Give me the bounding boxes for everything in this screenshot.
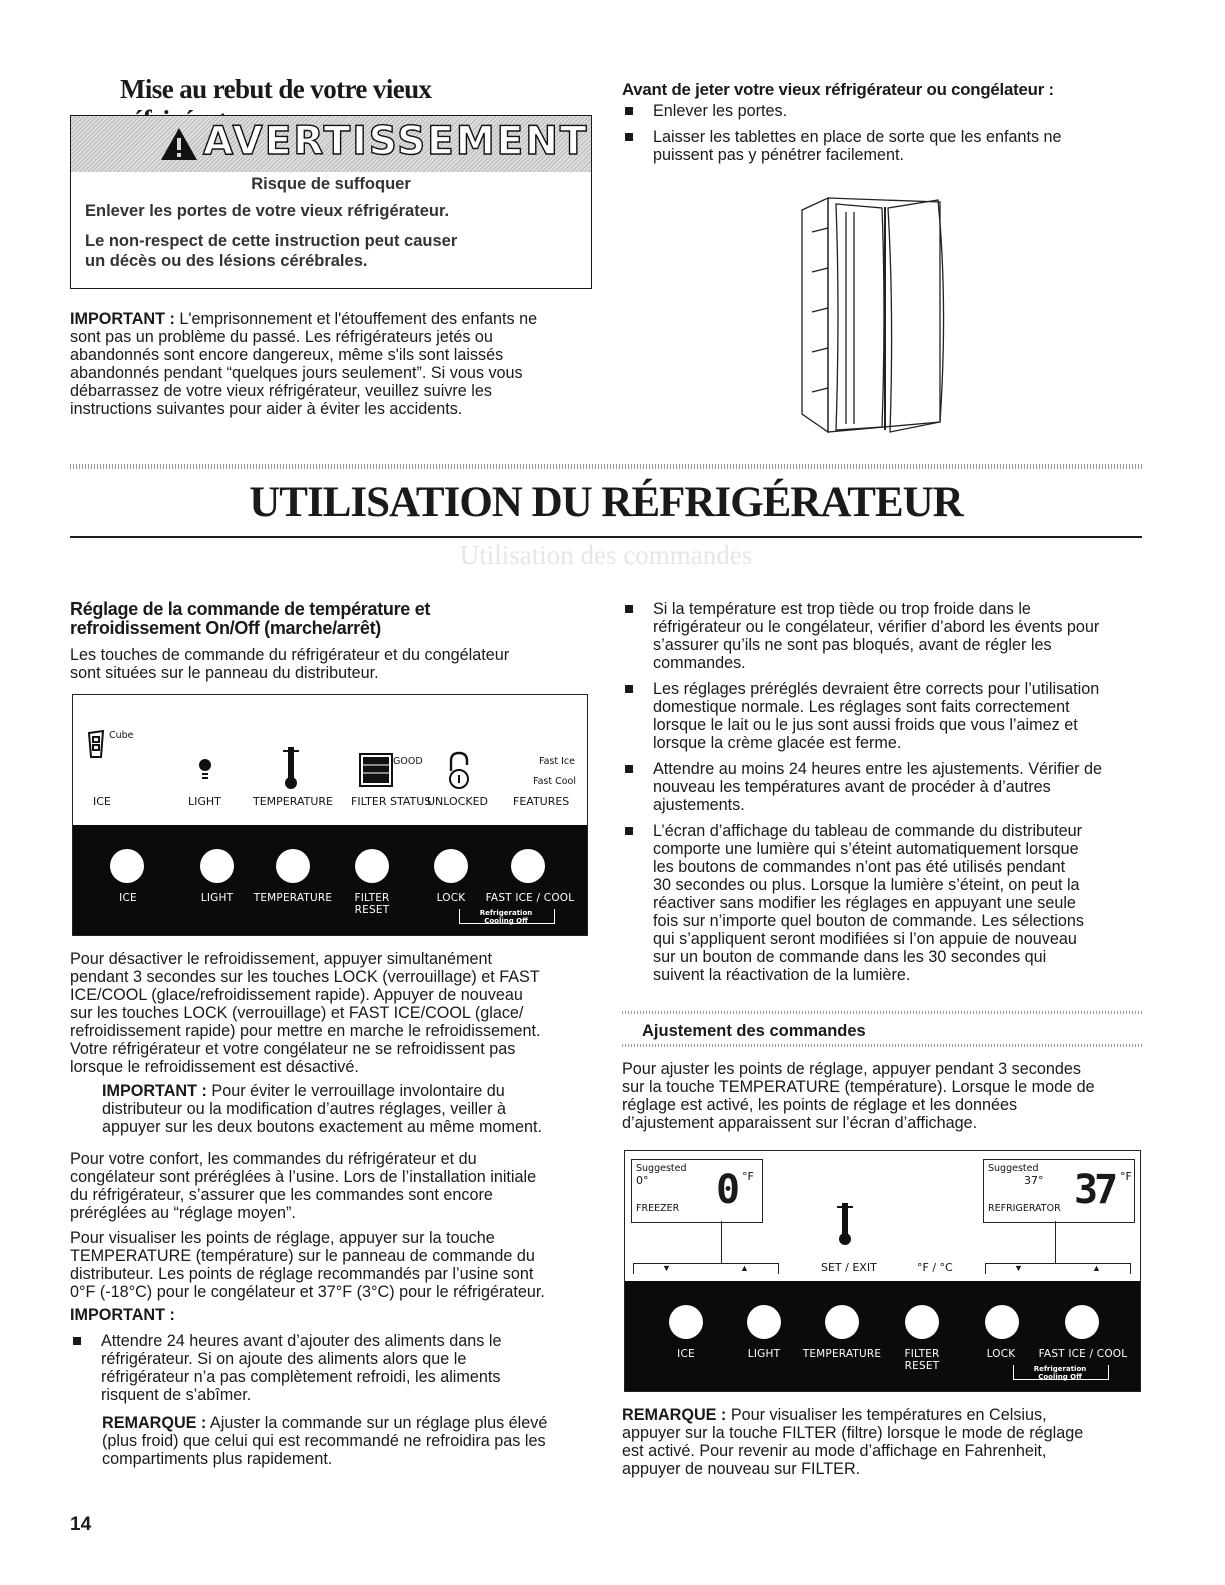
light-label: LIGHT — [188, 795, 221, 808]
freezer-connector — [721, 1221, 722, 1263]
reset-button-label: RESET — [354, 904, 390, 916]
temperature-button[interactable] — [825, 1305, 859, 1339]
right-bullets-list: Si la température est trop tiède ou trop froide dans le réfrigérateur ou le congélateur, vérifier d’abord les évents pour s’assurer qu’ils ne sont pas bloqués, avant de régler les commandes. Les réglages préréglés devraient être corrects pour l’utilisation domestique normale. Les réglages sont faits correctement lorsque le lait ou le jus sont aussi froids que vous l’aimez et lorsque la crème glacée est ferme. Attendre au moins 24 heures entre les ajustements. Vérifier de nouveau les températures avant de procéder à d’autres ajustements. L’écran d’affichage du tableau de commande du distributeur comporte une lumière qui s’éteint automatiquement lorsque les boutons de commandes n’ont pas été utilisés pendant 30 secondes ou plus. Lorsque la lumière s’éteint, on peut la réactiver sans modifier les réglages en appuyant une seule fois sur n’importe quel bouton de commande. Les sélections qui s’appliquent seront modifiées si l’on appuie de nouveau sur un bouton de commande dans les 30 secondes qui suivent la réactivation de la lumière. — [622, 600, 1147, 984]
dispenser-panel — [72, 694, 588, 936]
adjust-text: Pour ajuster les points de réglage, appuyer pendant 3 secondes sur la touche TEMPERATURE (température). Lorsque le mode de réglage est activé, les points de réglage et les données d’ajustement apparaissent sur l’écran d’affichage. — [622, 1060, 1095, 1132]
up-arrow-icon[interactable]: ▲ — [740, 1263, 749, 1273]
bullet: Enlever les portes. — [622, 102, 1162, 120]
warning-line: un décès ou des lésions cérébrales. — [85, 252, 368, 270]
fridge-temp: 37 — [1074, 1167, 1115, 1213]
section-subtitle: Utilisation des commandes — [459, 540, 753, 570]
light-button-label: LIGHT — [200, 892, 234, 904]
unlocked-label: UNLOCKED — [427, 795, 488, 808]
fridge-connector — [1055, 1221, 1056, 1263]
unlocked-icon — [445, 751, 473, 791]
title-rule — [70, 536, 1142, 538]
fast-ice-cool-button[interactable] — [511, 849, 545, 883]
warning-triangle-icon — [159, 126, 199, 162]
temperature-button-label: TEMPERATURE — [802, 1348, 882, 1360]
warning-banner — [71, 116, 591, 172]
text-line: instructions suivantes pour aider à éviter les accidents. — [70, 400, 463, 418]
light-button[interactable] — [747, 1305, 781, 1339]
fast-ice-cool-label: FAST ICE / COOL — [1038, 1348, 1128, 1360]
warning-line: Le non-respect de cette instruction peut causer — [85, 232, 458, 250]
intro: Les touches de commande du réfrigérateur et du congélateur sont situées sur le panneau du distributeur. — [70, 646, 510, 682]
bullet-wait: Attendre 24 heures avant d’ajouter des aliments dans le réfrigérateur. Si on ajoute des aliments alors que le réfrigérateur n’a pas complètement refroidi, les aliments risquent de s’abîmer. — [70, 1332, 600, 1404]
unit-toggle-label: °F / °C — [917, 1261, 953, 1274]
text-line: débarrassez de votre vieux réfrigérateur, veuillez suivre les — [70, 382, 492, 400]
light-button[interactable] — [200, 849, 234, 883]
adjust-rule-top — [622, 1011, 1142, 1014]
fridge-arrows[interactable] — [985, 1263, 1131, 1274]
down-arrow-icon[interactable]: ▼ — [1014, 1263, 1023, 1273]
bullet: Laisser les tablettes en place de sorte que les enfants ne puissent pas y pénétrer facilement. — [622, 128, 1162, 164]
remarque-left: REMARQUE : Ajuster la commande sur un réglage plus élevé (plus froid) que celui qui est recommandé ne refroidira pas les compartiments plus rapidement. — [102, 1414, 548, 1468]
thermometer-icon — [835, 1201, 855, 1247]
disposal-title: Mise au rebut de votre vieux — [120, 74, 432, 104]
fast-ice-cool-label: FAST ICE / COOL — [485, 892, 575, 904]
para-preset: Pour votre confort, les commandes du réfrigérateur et du congélateur sont préréglées à l’usine. Lors de l’installation initiale du réfrigérateur, s’assurer que les commandes sont encore préréglées au “réglage moyen”. — [70, 1150, 537, 1222]
adjust-heading: Ajustement des commandes — [642, 1022, 866, 1040]
text-line: L'emprisonnement et l'étouffement des enfants ne — [174, 310, 538, 328]
ice-button-label: ICE — [677, 1348, 695, 1360]
right-bullets — [622, 102, 1162, 164]
important-label-2: IMPORTANT : — [70, 1306, 175, 1324]
filter-button-label: FILTER — [904, 1348, 940, 1360]
right-heading: Avant de jeter votre vieux réfrigérateur ou congélateur : — [622, 80, 1054, 99]
temperature-label: TEMPERATURE — [253, 795, 333, 808]
refrigeration-label: Refrigeration Cooling Off — [479, 909, 533, 925]
filter-status-label: FILTER STATUS — [351, 795, 432, 808]
section-title: UTILISATION DU RÉFRIGÉRATEUR — [249, 479, 963, 526]
set-exit-label: SET / EXIT — [821, 1261, 877, 1274]
temperature-button-label: TEMPERATURE — [253, 892, 333, 904]
filter-status-icon — [359, 753, 393, 787]
thermometer-icon — [281, 745, 301, 791]
ice-button[interactable] — [110, 849, 144, 883]
text-line: abandonnés pendant “quelques jours seulement”. Si vous vous — [70, 364, 523, 382]
filter-button-label: FILTER — [354, 892, 390, 904]
lock-button[interactable] — [985, 1305, 1019, 1339]
lock-button-label: LOCK — [986, 1348, 1016, 1360]
filter-reset-button[interactable] — [355, 849, 389, 883]
down-arrow-icon[interactable]: ▼ — [662, 1263, 671, 1273]
ice-label: ICE — [93, 795, 111, 808]
filter-good-label: GOOD — [393, 756, 423, 767]
adjust-panel — [624, 1150, 1141, 1392]
text-line: sont pas un problème du passé. Les réfrigérateurs jetés ou — [70, 328, 493, 346]
fridge-illustration — [790, 192, 960, 442]
filter-reset-button[interactable] — [905, 1305, 939, 1339]
freezer-temp: 0 — [716, 1167, 741, 1213]
up-arrow-icon[interactable]: ▲ — [1092, 1263, 1101, 1273]
warning-line: Risque de suffoquer — [251, 175, 411, 193]
warning-box — [70, 115, 592, 289]
fast-cool-label: Fast Cool — [533, 776, 577, 787]
disposal-important — [70, 310, 600, 418]
remarque-right: REMARQUE : Pour visualiser les températures en Celsius, appuyer sur la touche FILTER (filtre) lorsque le mode de réglage est activé. Pour revenir au mode d’affichage en Fahrenheit, appuyer de nouveau sur FILTER. — [622, 1406, 1084, 1478]
button-strip — [625, 1281, 1140, 1391]
fast-ice-cool-button[interactable] — [1065, 1305, 1099, 1339]
refrigeration-label: Refrigeration Cooling Off — [1033, 1365, 1087, 1381]
important-label: IMPORTANT : — [70, 310, 175, 328]
fridge-display: Suggested 37° REFRIGERATOR 37 °F — [983, 1159, 1135, 1223]
warning-banner-label: AVERTISSEMENT — [203, 119, 589, 164]
control-heading: Réglage de la commande de température et refroidissement On/Off (marche/arrêt) — [70, 599, 431, 638]
para-disable-cooling: Pour désactiver le refroidissement, appuyer simultanément pendant 3 secondes sur les touches LOCK (verrouillage) et FAST ICE/COOL (glace/refroidissement rapide). Appuyer de nouveau sur les touches LOCK (verrouillage) et FAST ICE/COOL (glace/ refroidissement rapide) pour mettre en marche le refroidissement. Votre réfrigérateur et votre congélateur ne se refroidissent pas lorsque le refroidissement est désactivé. — [70, 950, 541, 1076]
freezer-arrows[interactable] — [633, 1263, 779, 1274]
para-view-setpoints: Pour visualiser les points de réglage, appuyer sur la touche TEMPERATURE (température) sur le panneau de commande du distributeur. Les points de réglage recommandés par l’usine sont 0°F (-18°C) pour le congélateur et 37°F (3°C) pour le réfrigérateur. — [70, 1229, 545, 1301]
page-number: 14 — [70, 1514, 92, 1535]
cube-label: Cube — [109, 730, 134, 741]
features-label: FEATURES — [513, 795, 570, 808]
reset-button-label: RESET — [904, 1360, 940, 1372]
fast-ice-label: Fast Ice — [539, 756, 575, 767]
ice-button-label: ICE — [119, 892, 137, 904]
adjust-rule-bottom — [622, 1044, 1142, 1047]
freezer-display: Suggested 0° FREEZER 0 °F — [631, 1159, 763, 1223]
light-bulb-icon — [197, 757, 213, 785]
important-lock: IMPORTANT : Pour éviter le verrouillage involontaire du distributeur ou la modification d’autres réglages, veiller à appuyer sur les deux boutons exactement au même moment. — [102, 1082, 542, 1136]
text-line: abandonnés sont encore dangereux, même s'ils sont laissés — [70, 346, 504, 364]
lock-button[interactable] — [434, 849, 468, 883]
light-button-label: LIGHT — [747, 1348, 781, 1360]
ice-button[interactable] — [669, 1305, 703, 1339]
warning-line: Enlever les portes de votre vieux réfrigérateur. — [85, 202, 450, 220]
button-strip — [73, 825, 587, 935]
separator — [70, 464, 1142, 469]
temperature-button[interactable] — [276, 849, 310, 883]
lock-button-label: LOCK — [436, 892, 466, 904]
